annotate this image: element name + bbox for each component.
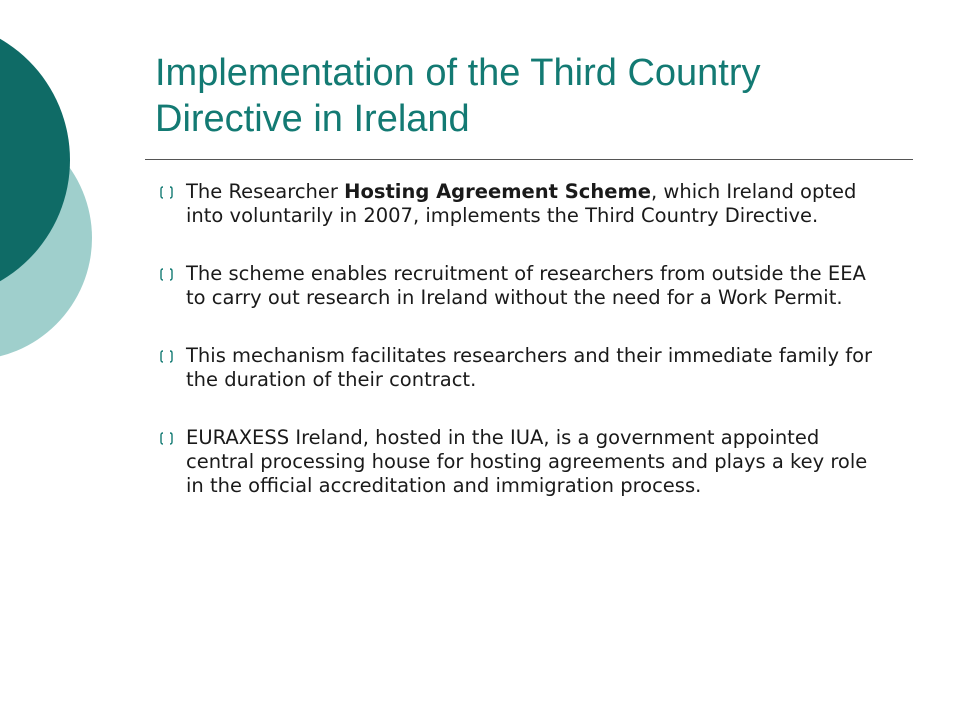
title-divider — [145, 159, 913, 160]
bracket-bullet-icon — [160, 186, 173, 199]
decorative-circles — [0, 0, 120, 400]
bullet-bold-text: Hosting Agreement Scheme — [344, 180, 651, 203]
bracket-bullet-icon — [160, 350, 173, 363]
bullet-list — [160, 180, 880, 532]
bullet-text: The scheme enables recruitment of researchers from outside the EEA to carry out research in Ireland without the need for a Work Permit. — [186, 262, 866, 309]
bracket-bullet-icon — [160, 432, 173, 445]
bullet-text-continued: , which Ireland opted into voluntarily in 2007, implements the Third Country Directive. — [186, 180, 857, 227]
bullet-item — [160, 344, 880, 392]
bullet-item — [160, 426, 880, 498]
slide-title: Implementation of the Third Country Directive in Ireland — [155, 52, 761, 140]
bullet-text: The Researcher — [186, 180, 345, 203]
bullet-text: This mechanism facilitates researchers and their immediate family for the duration of their contract. — [186, 344, 873, 391]
bullet-item — [160, 262, 880, 310]
bullet-item — [160, 180, 880, 228]
bullet-text: EURAXESS Ireland, hosted in the IUA, is a government appointed central processing house for hosting agreements and plays a key role in the official accreditation and immigration process. — [186, 426, 868, 497]
bracket-bullet-icon — [160, 268, 173, 281]
